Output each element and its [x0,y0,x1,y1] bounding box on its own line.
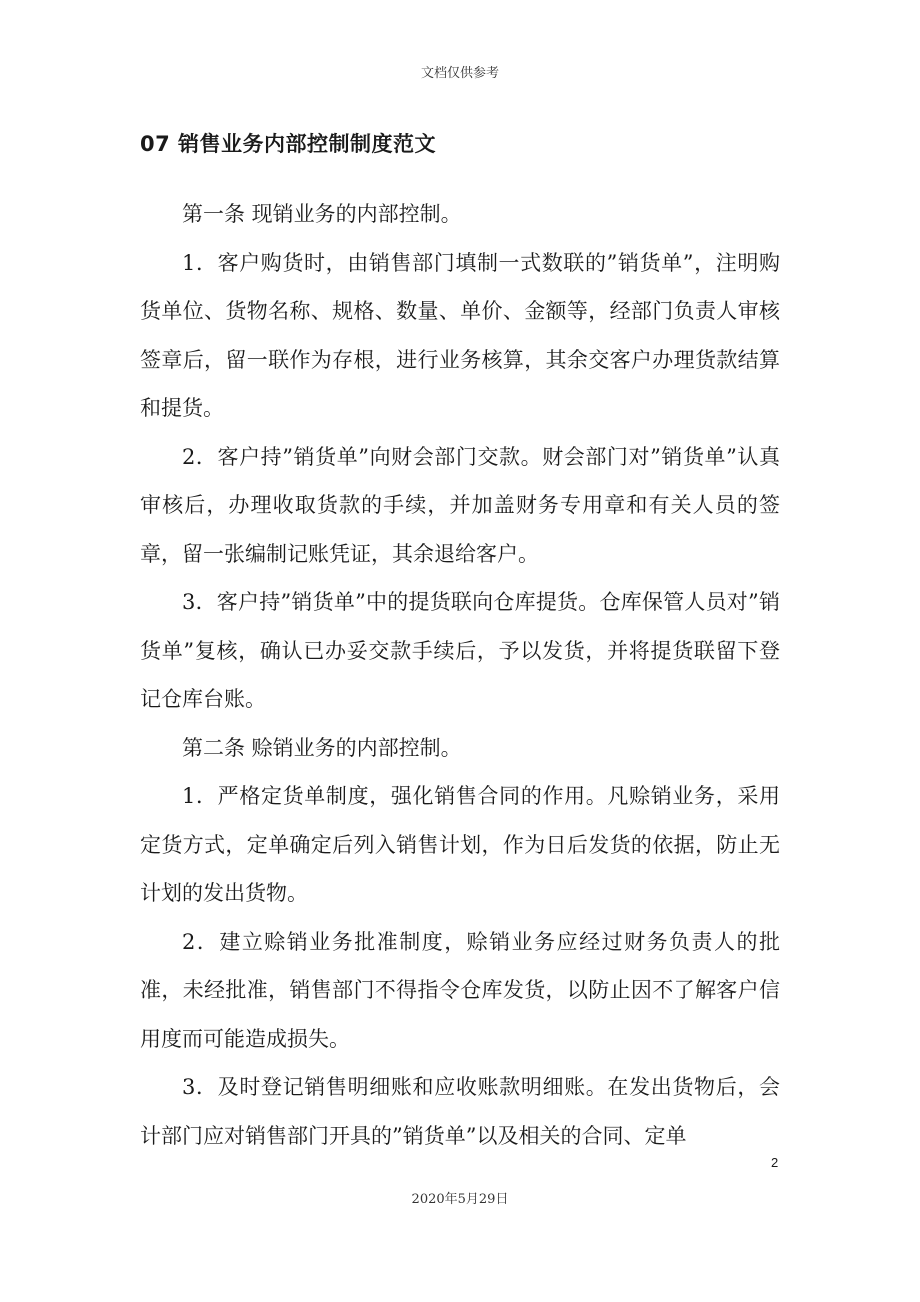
paragraph: 第二条 赊销业务的内部控制。 [182,735,462,760]
paragraph: 3．及时登记销售明细账和应收账款明细账。在发出货物后，会计部门应对销售部门开具的”销货单”以及相关的合同、定单 [140,1075,780,1148]
paragraph: 3．客户持”销货单”中的提货联向仓库提货。仓库保管人员对”销货单”复核，确认已办妥交款手续后，予以发货，并将提货联留下登记仓库台账。 [140,590,780,711]
paragraph: 2．客户持”销货单”向财会部门交款。财会部门对”销货单”认真审核后，办理收取货款的手续，并加盖财务专用章和有关人员的签章，留一张编制记账凭证，其余退给客户。 [140,444,780,566]
page-number: 2 [771,1155,779,1170]
paragraph: 1．严格定货单制度，强化销售合同的作用。凡赊销业务，采用定货方式，定单确定后列入销售计划，作为日后发货的依据，防止无计划的发出货物。 [140,784,780,905]
paragraph: 1．客户购货时，由销售部门填制一式数联的”销货单”，注明购货单位、货物名称、规格、数量、单价、金额等，经部门负责人审核签章后，留一联作为存根，进行业务核算，其余交客户办理货款结算和提货。 [140,250,780,420]
document-body [140,190,780,1160]
page-footer-date: 2020年5月29日 [411,1192,509,1207]
page-header: 文档仅供参考 [420,66,499,81]
paragraph: 第一条 现销业务的内部控制。 [182,202,462,226]
paragraph: 2．建立赊销业务批准制度，赊销业务应经过财务负责人的批准，未经批准，销售部门不得指令仓库发货，以防止因不了解客户信用度而可能造成损失。 [140,929,780,1051]
document-title: 07 销售业务内部控制制度范文 [140,132,437,156]
